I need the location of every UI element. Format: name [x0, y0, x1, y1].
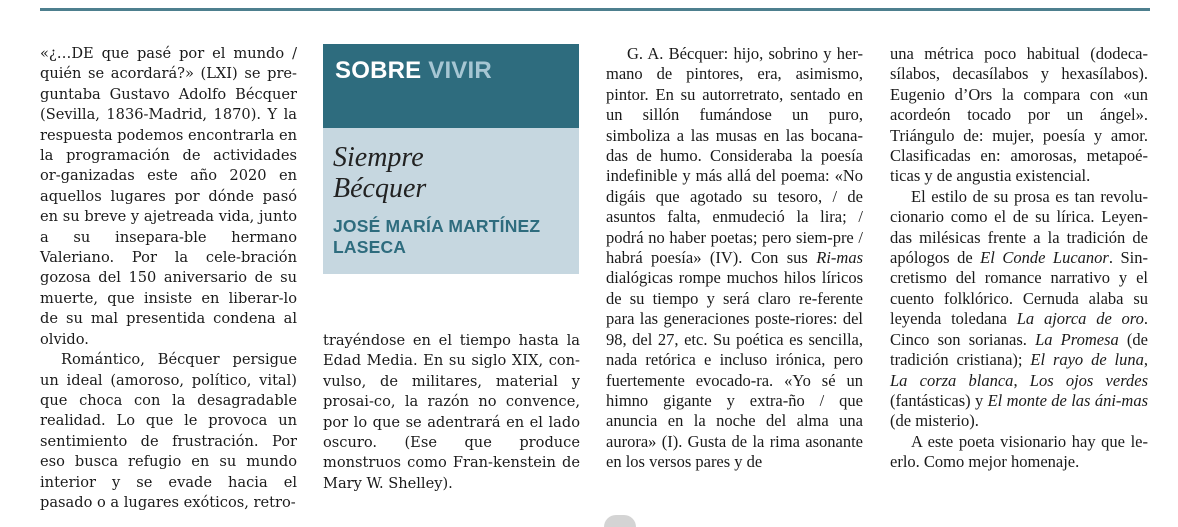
italic-run: La ajorca de oro [1016, 309, 1144, 329]
article-title [333, 142, 426, 204]
section-kicker [335, 57, 492, 85]
top-rule [40, 8, 1150, 11]
column-1 [40, 44, 297, 513]
kicker-word-2: VIVIR [428, 57, 492, 84]
paragraph-continuation: trayéndose en el tiempo hasta la Edad Media. En su siglo XIX, con-vulso, de militares, material y prosai-co, la razón no convence, por lo que se adentrará en el lado oscuro. (Ese que produce monstruos como Fran-kenstein de Mary W. Shelley). [323, 332, 580, 492]
section-header [323, 44, 579, 128]
title-line-1: Siempre [333, 142, 424, 173]
paragraph-romantico: Romántico, Bécquer persigue un ideal (amoroso, político, vital) que choca con la desagradable realidad. Lo que le provoca un sentimiento de frustración. Por eso busca refugio en su mundo interior y se evade hacia el pasado o a lugares exóticos, retro- [40, 351, 297, 511]
italic-run: El Conde Lucanor [980, 248, 1109, 268]
column-2 [323, 331, 580, 494]
italic-run: Ri-mas [816, 248, 863, 268]
text-run: , [1143, 350, 1148, 370]
kicker-word-1: SOBRE [335, 57, 422, 84]
column-3 [606, 44, 863, 473]
italic-run: La corza blanca [890, 370, 1014, 390]
italic-run: Los ojos verdes [1029, 370, 1149, 390]
text-run: (de misterio). [890, 411, 979, 431]
paragraph-biografia [606, 44, 863, 473]
title-line-2: Bécquer [333, 173, 427, 204]
page-marker [604, 515, 636, 527]
text-run: , [1013, 370, 1030, 390]
author-line-1: JOSÉ MARÍA MARTÍNEZ [333, 216, 541, 236]
paragraph-cierre: A este poeta visionario hay que le-erlo. Como mejor homenaje. [890, 431, 1148, 472]
text-run: (fantásticas) y [890, 390, 988, 410]
text-run: G. A. Bécquer: hijo, sobrino y her-mano de pintores, era, asimismo, pintor. En su autorretrato, sentado en un sillón fumándose un puro, simboliza a las musas en las bocana-das de humo. Consideraba la poesía indefinible y más allá del poema: «No digáis que agotado su tesoro, / de asuntos falta, enmudeció la lira; / podrá no haber poetas; pero siem-pre / habrá poesía» (IV). Con sus [606, 44, 863, 268]
text-run: (de tradición cristiana); [890, 329, 1148, 370]
author-line-2: LASECA [333, 237, 407, 257]
article-author [333, 216, 573, 258]
column-4 [890, 44, 1148, 473]
paragraph-prosa [890, 187, 1148, 432]
title-box [323, 128, 579, 274]
text-run: . Cinco son sorianas. [890, 309, 1148, 349]
paragraph-intro: «¿…DE que pasé por el mundo / quién se acordará?» (LXI) se pre-guntaba Gustavo Adolfo Bécquer (Sevilla, 1836-Madrid, 1870). Y la respuesta podemos encontrarla en la programación de actividades or-ganizadas este año 2020 en aquellos lugares por dónde pasó en su breve y ajetreada vida, junto a su insepara-ble hermano Valeriano. Por la cele-bración gozosa del 150 aniversario de su muerte, que insiste en liberar-lo de su mal presentida condena al olvido. [40, 45, 297, 348]
italic-run: El rayo de luna [1030, 350, 1144, 370]
italic-run: El monte de las áni-mas [987, 390, 1149, 410]
text-run: El estilo de su prosa es tan revolu-cionario como el de su lírica. Leyen-das milésicas frente a la tradición de apólogos de [890, 186, 1148, 268]
text-run: dialógicas rompe muchos hilos líricos de su tiempo y será claro re-ferente para las generaciones poste-riores: del 98, del 27, etc. Su poética es sencilla, nada retórica e incluso irónica, pero fuertemente evocado-ra. «Yo sé un himno gigante y extra-ño / que anuncia en la noche del alma una aurora» (I). Gusta de la rima asonante en los versos pares y de [606, 268, 863, 472]
paragraph-metrica: una métrica poco habitual (dodeca-sílabos, decasílabos y hexasílabos). Eugenio d’Ors la compara con «un acordeón tocado por un ángel». Triángulo de: mujer, poesía y amor. Clasificadas en: amorosas, metapoé-ticas y de angustia existencial. [890, 44, 1148, 186]
text-run: . Sin-cretismo del romance narrativo y el cuento folklórico. Cernuda alaba su leyenda toledana [890, 248, 1148, 329]
italic-run: La Promesa [1035, 329, 1119, 349]
